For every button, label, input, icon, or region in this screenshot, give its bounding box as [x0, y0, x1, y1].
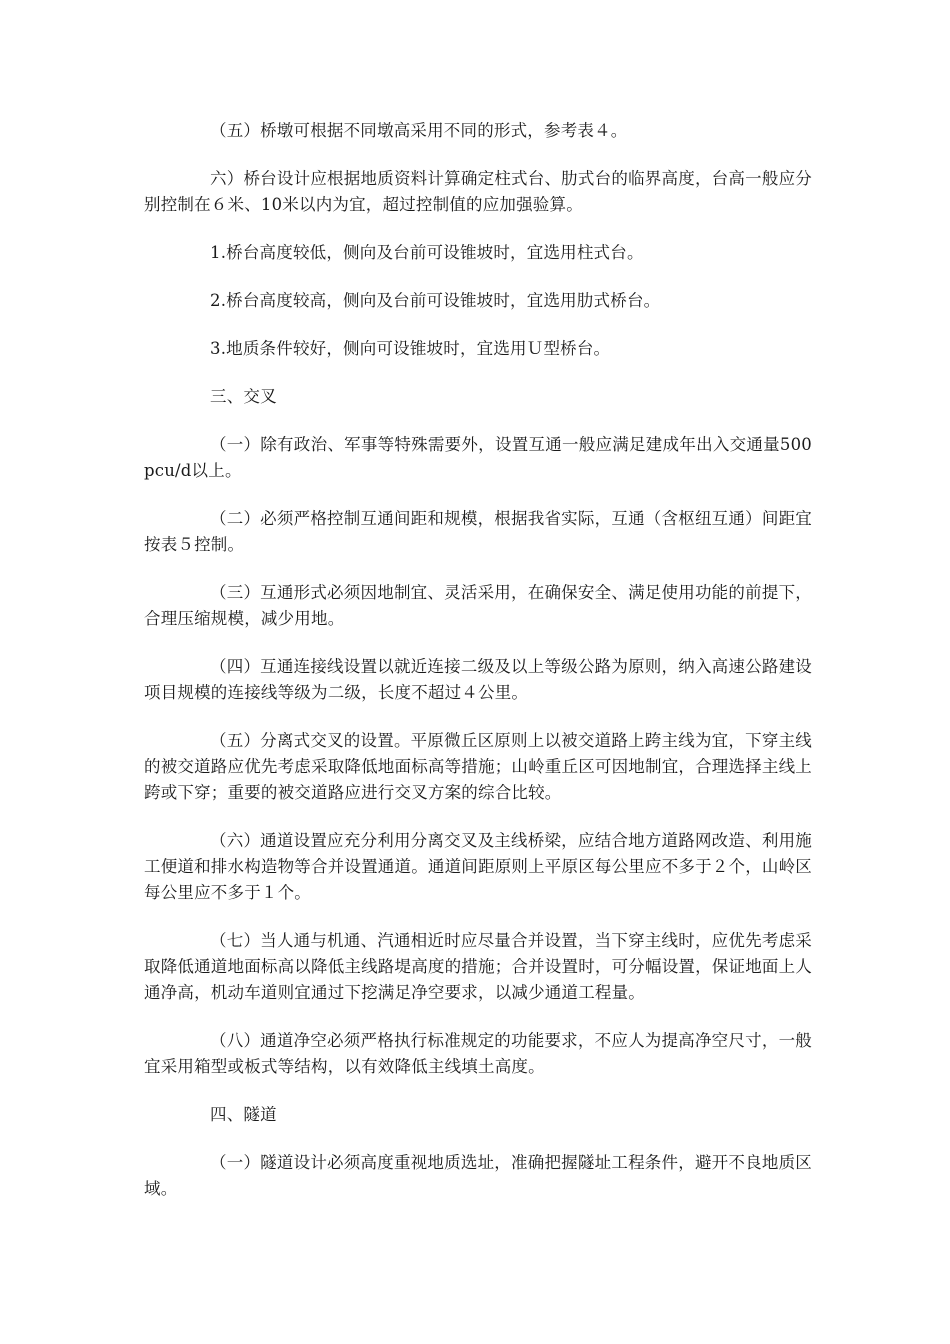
section-heading-intersection: 三、交叉	[210, 387, 277, 406]
paragraph-abutment-item-3: 3.地质条件较好，侧向可设锥坡时，宜选用Ｕ型桥台。	[210, 339, 611, 358]
paragraph-separated-crossing: （五）分离式交叉的设置。平原微丘区原则上以被交道路上跨主线为宜，下穿主线的被交道路应优先考虑采取降低地面标高等措施；山岭重丘区可因地制宜，合理选择主线上跨或下穿；重要的被交道路应进行交叉方案的综合比较。	[144, 731, 812, 802]
paragraph-interchange-traffic: （一）除有政治、军事等特殊需要外，设置互通一般应满足建成年出入交通量500 pcu/d以上。	[144, 435, 812, 480]
paragraph-abutment-design: 六）桥台设计应根据地质资料计算确定柱式台、肋式台的临界高度，台高一般应分别控制在６米、10米以内为宜，超过控制值的应加强验算。	[144, 169, 812, 214]
paragraph-connection-line: （四）互通连接线设置以就近连接二级及以上等级公路为原则，纳入高速公路建设项目规模的连接线等级为二级，长度不超过４公里。	[144, 657, 812, 702]
paragraph-abutment-item-2: 2.桥台高度较高，侧向及台前可设锥坡时，宜选用肋式桥台。	[210, 291, 661, 310]
paragraph-interchange-form: （三）互通形式必须因地制宜、灵活采用，在确保安全、满足使用功能的前提下，合理压缩规模，减少用地。	[144, 583, 812, 628]
paragraph-passage-merge: （七）当人通与机通、汽通相近时应尽量合并设置，当下穿主线时，应优先考虑采取降低通道地面标高以降低主线路堤高度的措施；合并设置时，可分幅设置，保证地面上人通净高，机动车道则宜通过下挖满足净空要求，以减少通道工程量。	[144, 931, 812, 1002]
paragraph-passage-setting: （六）通道设置应充分利用分离交叉及主线桥梁，应结合地方道路网改造、利用施工便道和排水构造物等合并设置通道。通道间距原则上平原区每公里应不多于２个，山岭区每公里应不多于１个。	[144, 831, 812, 902]
paragraph-interchange-spacing: （二）必须严格控制互通间距和规模，根据我省实际，互通（含枢纽互通）间距宜按表５控制。	[144, 509, 812, 554]
paragraph-abutment-item-1: 1.桥台高度较低，侧向及台前可设锥坡时，宜选用柱式台。	[210, 243, 644, 262]
section-heading-tunnel: 四、隧道	[210, 1105, 277, 1124]
document-page	[144, 118, 812, 1224]
paragraph-passage-clearance: （八）通道净空必须严格执行标准规定的功能要求，不应人为提高净空尺寸，一般宜采用箱型或板式等结构，以有效降低主线填土高度。	[144, 1031, 812, 1076]
paragraph-tunnel-geology: （一）隧道设计必须高度重视地质选址，准确把握隧址工程条件，避开不良地质区域。	[144, 1153, 812, 1198]
paragraph-pier-forms: （五）桥墩可根据不同墩高采用不同的形式，参考表４。	[210, 121, 628, 140]
